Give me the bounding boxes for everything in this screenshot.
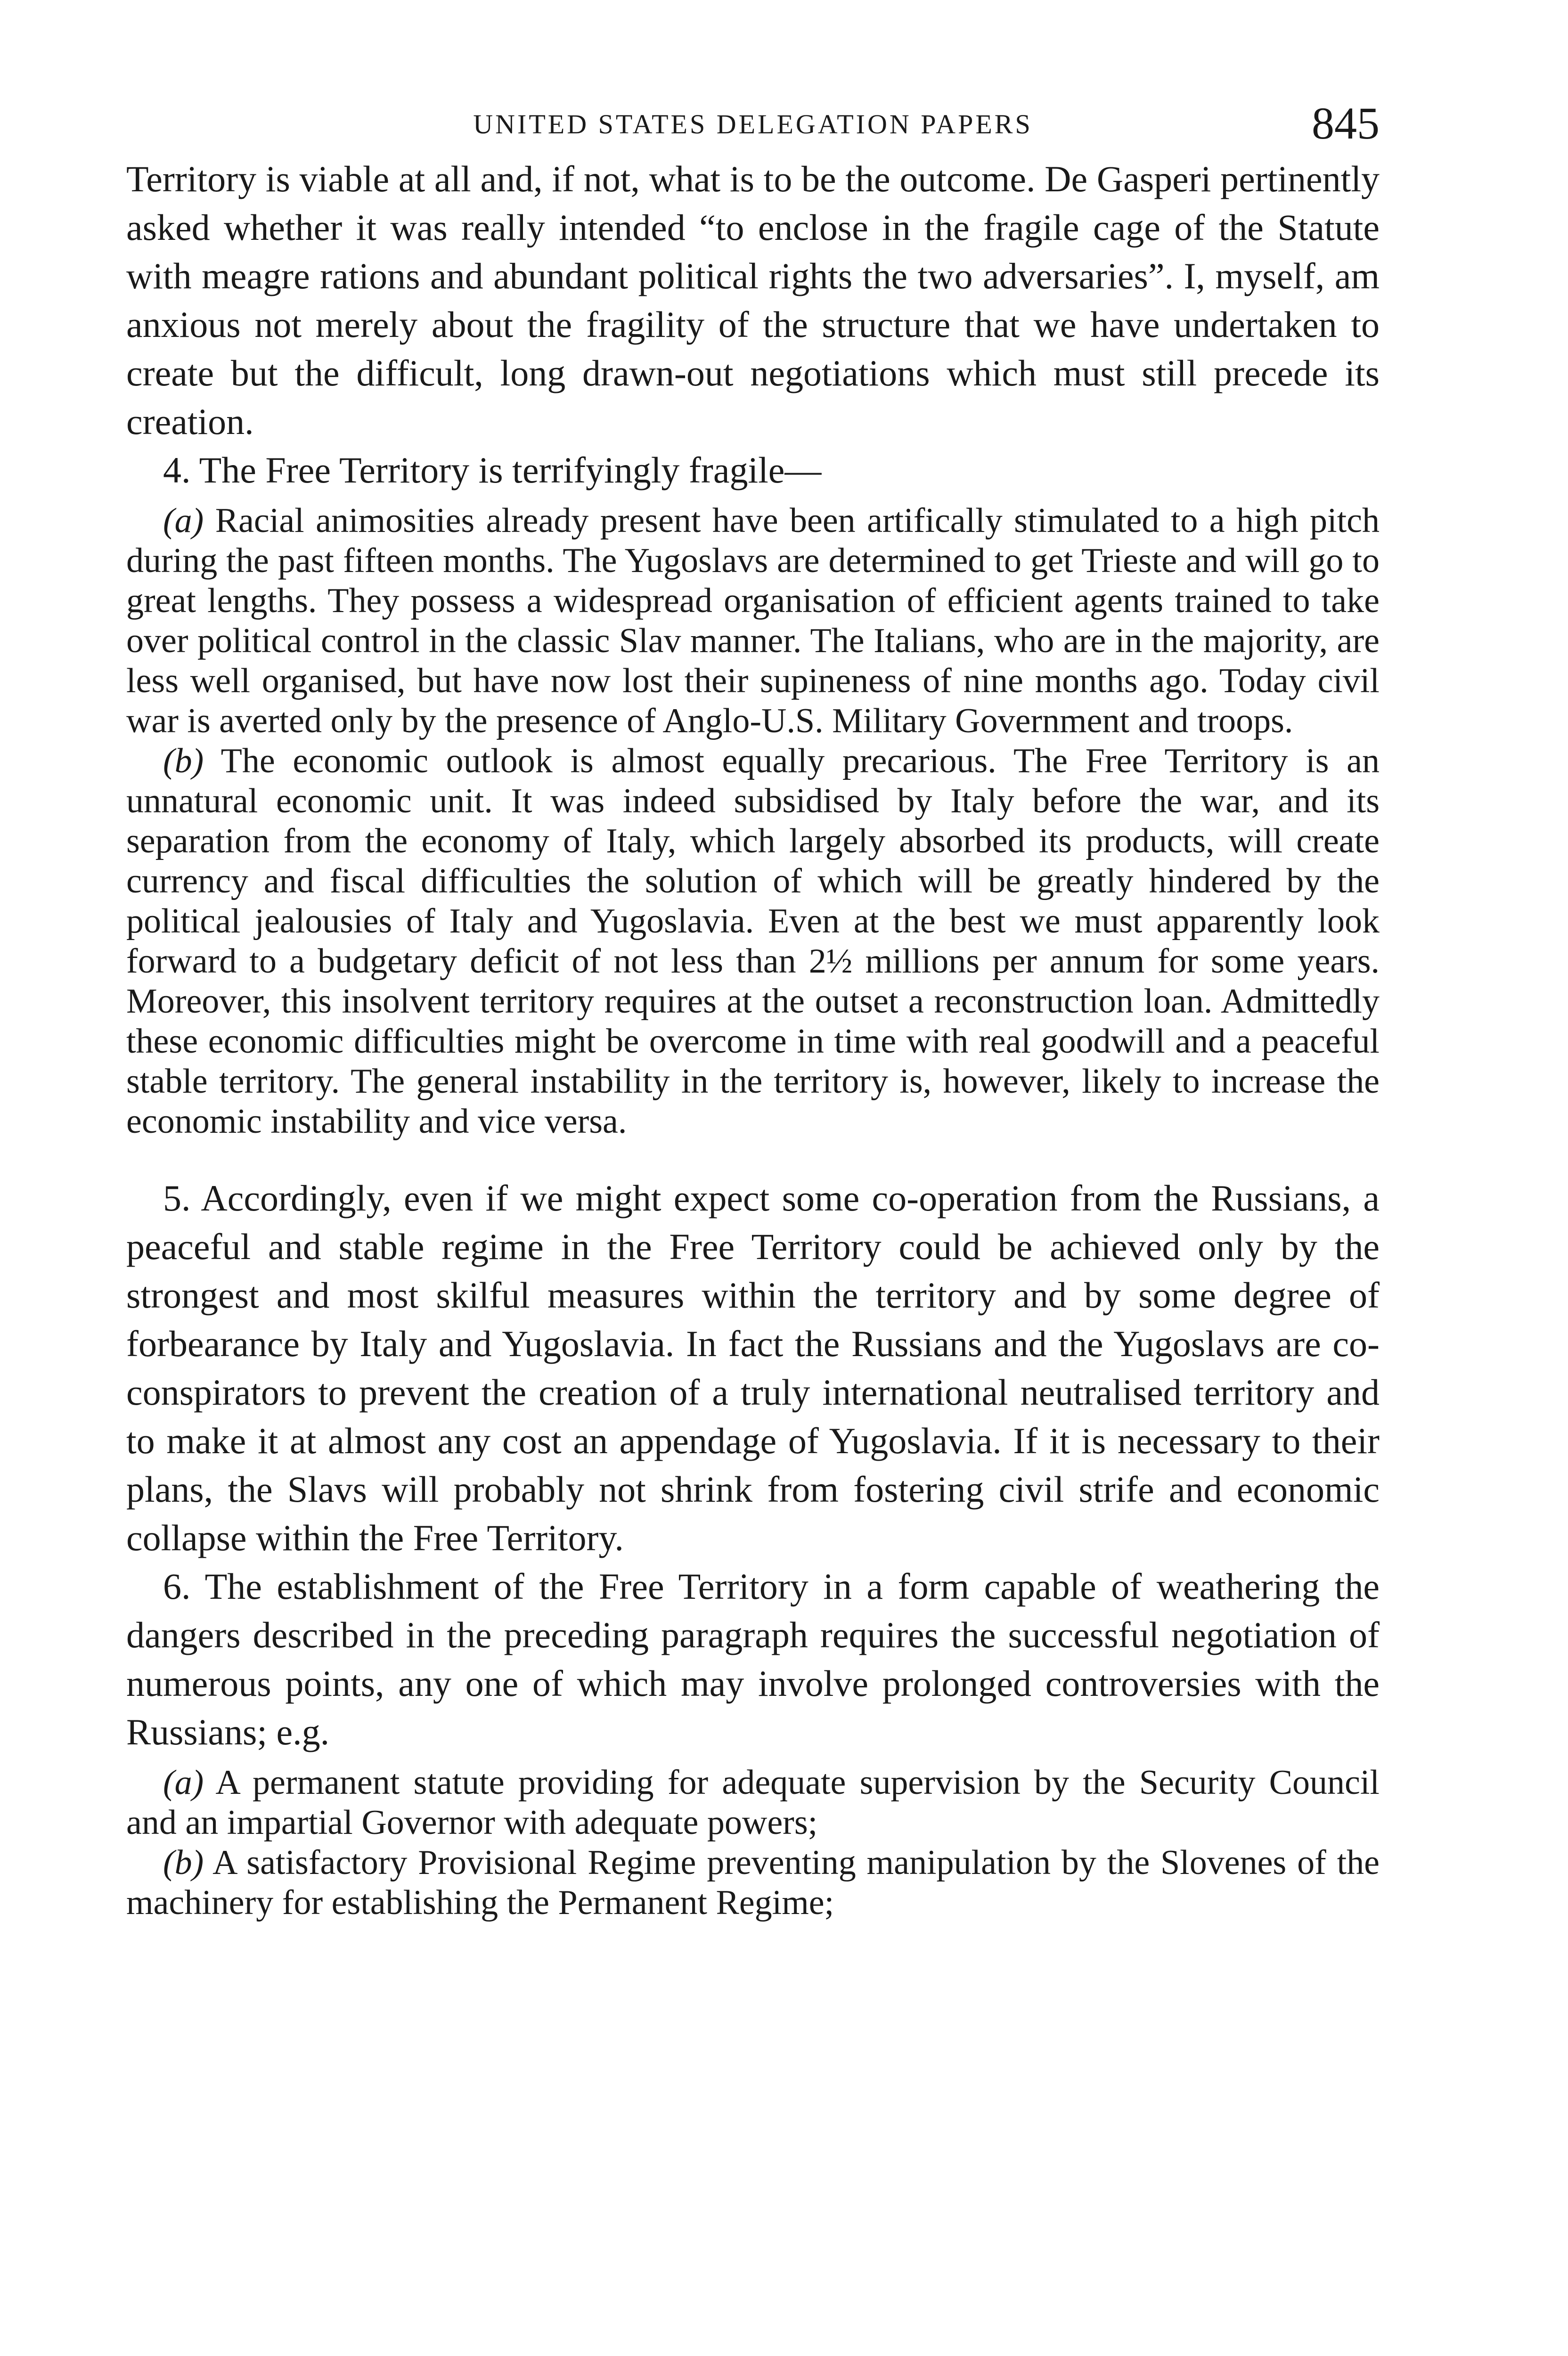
- item-label: (a): [163, 501, 204, 540]
- item-text: A satisfactory Provisional Regime preventing manipulation by the Slovenes of the machinery for establishing the Permanent Regime;: [126, 1843, 1380, 1922]
- paragraph-continuation: Territory is viable at all and, if not, what is to be the outcome. De Gasperi pertinently asked whether it was really intended “to enclose in the fragile cage of the Statute with meagre rations and abundant political rights the two adversaries”. I, myself, am anxious not merely about the fragility of the structure that we have undertaken to create but the difficult, long drawn-out negotiations which must still precede its creation.: [126, 158, 1380, 442]
- body-text: [126, 155, 1380, 1923]
- item-text: The economic outlook is almost equally precarious. The Free Territory is an unnatural economic unit. It was indeed subsidised by Italy before the war, and its separation from the economy of Italy, which largely absorbed its products, will create currency and fiscal difficulties the solution of which will be greatly hindered by the political jealousies of Italy and Yugoslavia. Even at the best we must apparently look forward to a budgetary deficit of not less than 2½ millions per annum for some years. Moreover, this insolvent territory requires at the outset a reconstruction loan. Admittedly these economic difficulties might be overcome in time with real goodwill and a peaceful stable territory. The general instability in the territory is, however, likely to increase the economic instability and vice versa.: [126, 742, 1380, 1141]
- paragraph-4a: [126, 501, 1380, 741]
- item-label: (b): [163, 742, 204, 780]
- item-label: (b): [163, 1843, 204, 1882]
- document-page: [126, 94, 1380, 1923]
- paragraph-6: 6. The establishment of the Free Territory in a form capable of weathering the dangers described in the preceding paragraph requires the successful negotiation of numerous points, any one of which may involve prolonged controversies with the Russians; e.g.: [126, 1566, 1380, 1752]
- running-title: UNITED STATES DELEGATION PAPERS: [473, 109, 1033, 139]
- paragraph-5: 5. Accordingly, even if we might expect some co-operation from the Russians, a peaceful and stable regime in the Free Territory could be achieved only by the strongest and most skilful measures within the territory and by some degree of forbearance by Italy and Yugoslavia. In fact the Russians and the Yugoslavs are co-conspirators to prevent the creation of a truly international neutralised territory and to make it at almost any cost an appendage of Yugoslavia. If it is necessary to their plans, the Slavs will probably not shrink from fostering civil strife and economic collapse within the Free Territory.: [126, 1178, 1380, 1558]
- paragraph-4b: [126, 741, 1380, 1142]
- running-header: [126, 94, 1380, 151]
- paragraph-6b: [126, 1843, 1380, 1923]
- item-label: (a): [163, 1763, 204, 1802]
- item-text: Racial animosities already present have been artifically stimulated to a high pitch during the past fifteen months. The Yugoslavs are determined to get Trieste and will go to great lengths. They possess a widespread organisation of efficient agents trained to take over political control in the classic Slav manner. The Italians, who are in the majority, are less well organised, but have now lost their supineness of nine months ago. Today civil war is averted only by the presence of Anglo-U.S. Military Government and troops.: [126, 501, 1380, 740]
- paragraph-4: 4. The Free Territory is terrifyingly fragile—: [163, 450, 822, 491]
- page-number: 845: [1312, 98, 1380, 148]
- paragraph-6a: [126, 1763, 1380, 1843]
- item-text: A permanent statute providing for adequate supervision by the Security Council and an impartial Governor with adequate powers;: [126, 1763, 1380, 1842]
